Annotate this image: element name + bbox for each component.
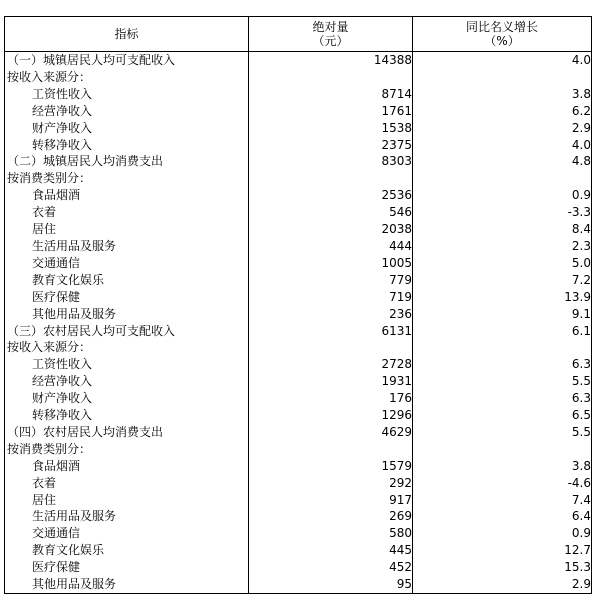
table-row [5, 458, 592, 475]
row-growth-value [413, 170, 592, 187]
row-growth-value: 12.7 [413, 542, 592, 559]
table-row [5, 559, 592, 576]
row-growth-value: 7.2 [413, 272, 592, 289]
table-row [5, 390, 592, 407]
row-absolute-value: 95 [249, 576, 413, 593]
table-row [5, 170, 592, 187]
row-growth-value: -4.6 [413, 475, 592, 492]
table-row [5, 289, 592, 306]
row-absolute-value: 2536 [249, 187, 413, 204]
row-absolute-value: 4629 [249, 424, 413, 441]
row-growth-value: 7.4 [413, 492, 592, 509]
row-growth-value: 4.8 [413, 153, 592, 170]
row-label: 医疗保健 [5, 559, 249, 576]
row-absolute-value: 1761 [249, 103, 413, 120]
row-label: 交通通信 [5, 255, 249, 272]
row-growth-value: 6.3 [413, 356, 592, 373]
row-growth-value: 0.9 [413, 525, 592, 542]
row-label: 教育文化娱乐 [5, 272, 249, 289]
table-row [5, 153, 592, 170]
row-label: 按收入来源分： [5, 69, 249, 86]
row-label: 教育文化娱乐 [5, 542, 249, 559]
row-absolute-value: 2038 [249, 221, 413, 238]
row-label: 工资性收入 [5, 86, 249, 103]
table-row [5, 356, 592, 373]
row-growth-value: 2.9 [413, 120, 592, 137]
row-absolute-value: 1005 [249, 255, 413, 272]
row-absolute-value: 1296 [249, 407, 413, 424]
row-label: 交通通信 [5, 525, 249, 542]
table-row [5, 86, 592, 103]
row-absolute-value: 444 [249, 238, 413, 255]
table-row [5, 441, 592, 458]
row-label: 财产净收入 [5, 120, 249, 137]
table-row [5, 272, 592, 289]
table-row [5, 373, 592, 390]
row-label: 按消费类别分： [5, 441, 249, 458]
table-row [5, 103, 592, 120]
row-absolute-value: 236 [249, 306, 413, 323]
row-growth-value: 3.8 [413, 458, 592, 475]
row-growth-value: 9.1 [413, 306, 592, 323]
row-absolute-value: 1931 [249, 373, 413, 390]
table-row [5, 204, 592, 221]
header-growth-line2: （%） [484, 34, 520, 48]
row-growth-value [413, 339, 592, 356]
row-absolute-value: 546 [249, 204, 413, 221]
table-row [5, 542, 592, 559]
table-row [5, 137, 592, 154]
row-label: 其他用品及服务 [5, 306, 249, 323]
header-growth-line1: 同比名义增长 [465, 20, 538, 34]
table-header [5, 17, 592, 52]
row-label: 衣着 [5, 475, 249, 492]
table-row [5, 69, 592, 86]
row-label: （四）农村居民人均消费支出 [5, 424, 249, 441]
header-indicator-label: 指标 [114, 27, 139, 41]
table-row [5, 492, 592, 509]
row-label: 居住 [5, 492, 249, 509]
table-row [5, 323, 592, 340]
row-label: 居住 [5, 221, 249, 238]
row-label: 按收入来源分： [5, 339, 249, 356]
row-label: 经营净收入 [5, 103, 249, 120]
row-growth-value: 5.5 [413, 373, 592, 390]
table-row [5, 424, 592, 441]
row-absolute-value: 2375 [249, 137, 413, 154]
row-absolute-value: 176 [249, 390, 413, 407]
table-row [5, 508, 592, 525]
row-absolute-value: 269 [249, 508, 413, 525]
row-absolute-value [249, 441, 413, 458]
row-growth-value: 6.5 [413, 407, 592, 424]
row-absolute-value: 8303 [249, 153, 413, 170]
row-label: 按消费类别分： [5, 170, 249, 187]
row-growth-value: 15.3 [413, 559, 592, 576]
row-absolute-value: 292 [249, 475, 413, 492]
row-label: 食品烟酒 [5, 458, 249, 475]
table-row [5, 576, 592, 593]
table-row [5, 120, 592, 137]
header-row [5, 17, 592, 52]
row-growth-value: 2.3 [413, 238, 592, 255]
row-label: （三）农村居民人均可支配收入 [5, 323, 249, 340]
row-absolute-value: 580 [249, 525, 413, 542]
row-label: 财产净收入 [5, 390, 249, 407]
row-label: 医疗保健 [5, 289, 249, 306]
row-growth-value: -3.3 [413, 204, 592, 221]
table-row [5, 255, 592, 272]
row-growth-value: 4.0 [413, 52, 592, 69]
row-growth-value: 6.2 [413, 103, 592, 120]
row-growth-value: 6.3 [413, 390, 592, 407]
header-absolute-amount [249, 17, 413, 52]
row-growth-value: 5.0 [413, 255, 592, 272]
row-absolute-value: 1579 [249, 458, 413, 475]
row-growth-value: 2.9 [413, 576, 592, 593]
row-growth-value: 5.5 [413, 424, 592, 441]
table-row [5, 525, 592, 542]
row-absolute-value: 14388 [249, 52, 413, 69]
row-growth-value [413, 441, 592, 458]
row-label: 生活用品及服务 [5, 238, 249, 255]
row-label: 生活用品及服务 [5, 508, 249, 525]
row-absolute-value: 1538 [249, 120, 413, 137]
row-label: 转移净收入 [5, 407, 249, 424]
row-label: （二）城镇居民人均消费支出 [5, 153, 249, 170]
row-growth-value: 8.4 [413, 221, 592, 238]
row-label: 衣着 [5, 204, 249, 221]
table-row [5, 238, 592, 255]
income-expenditure-table [4, 16, 592, 594]
row-absolute-value [249, 69, 413, 86]
row-absolute-value: 445 [249, 542, 413, 559]
row-label: 转移净收入 [5, 137, 249, 154]
row-label: 其他用品及服务 [5, 576, 249, 593]
table-row [5, 52, 592, 69]
row-label: 经营净收入 [5, 373, 249, 390]
table-row [5, 221, 592, 238]
header-absolute-line2: （元） [312, 34, 349, 48]
header-indicator [5, 17, 249, 52]
row-absolute-value: 8714 [249, 86, 413, 103]
table-row [5, 339, 592, 356]
table-body [5, 52, 592, 594]
row-growth-value: 13.9 [413, 289, 592, 306]
row-absolute-value: 719 [249, 289, 413, 306]
row-absolute-value: 917 [249, 492, 413, 509]
row-absolute-value: 2728 [249, 356, 413, 373]
table-row [5, 306, 592, 323]
row-absolute-value [249, 170, 413, 187]
row-label: 工资性收入 [5, 356, 249, 373]
row-absolute-value: 6131 [249, 323, 413, 340]
row-growth-value: 3.8 [413, 86, 592, 103]
row-label: （一）城镇居民人均可支配收入 [5, 52, 249, 69]
table-row [5, 187, 592, 204]
row-absolute-value: 779 [249, 272, 413, 289]
row-label: 食品烟酒 [5, 187, 249, 204]
table-row [5, 475, 592, 492]
row-growth-value [413, 69, 592, 86]
row-growth-value: 6.1 [413, 323, 592, 340]
row-absolute-value: 452 [249, 559, 413, 576]
row-absolute-value [249, 339, 413, 356]
row-growth-value: 0.9 [413, 187, 592, 204]
table-row [5, 407, 592, 424]
header-growth-rate [413, 17, 592, 52]
row-growth-value: 6.4 [413, 508, 592, 525]
row-growth-value: 4.0 [413, 137, 592, 154]
header-absolute-line1: 绝对量 [312, 20, 349, 34]
